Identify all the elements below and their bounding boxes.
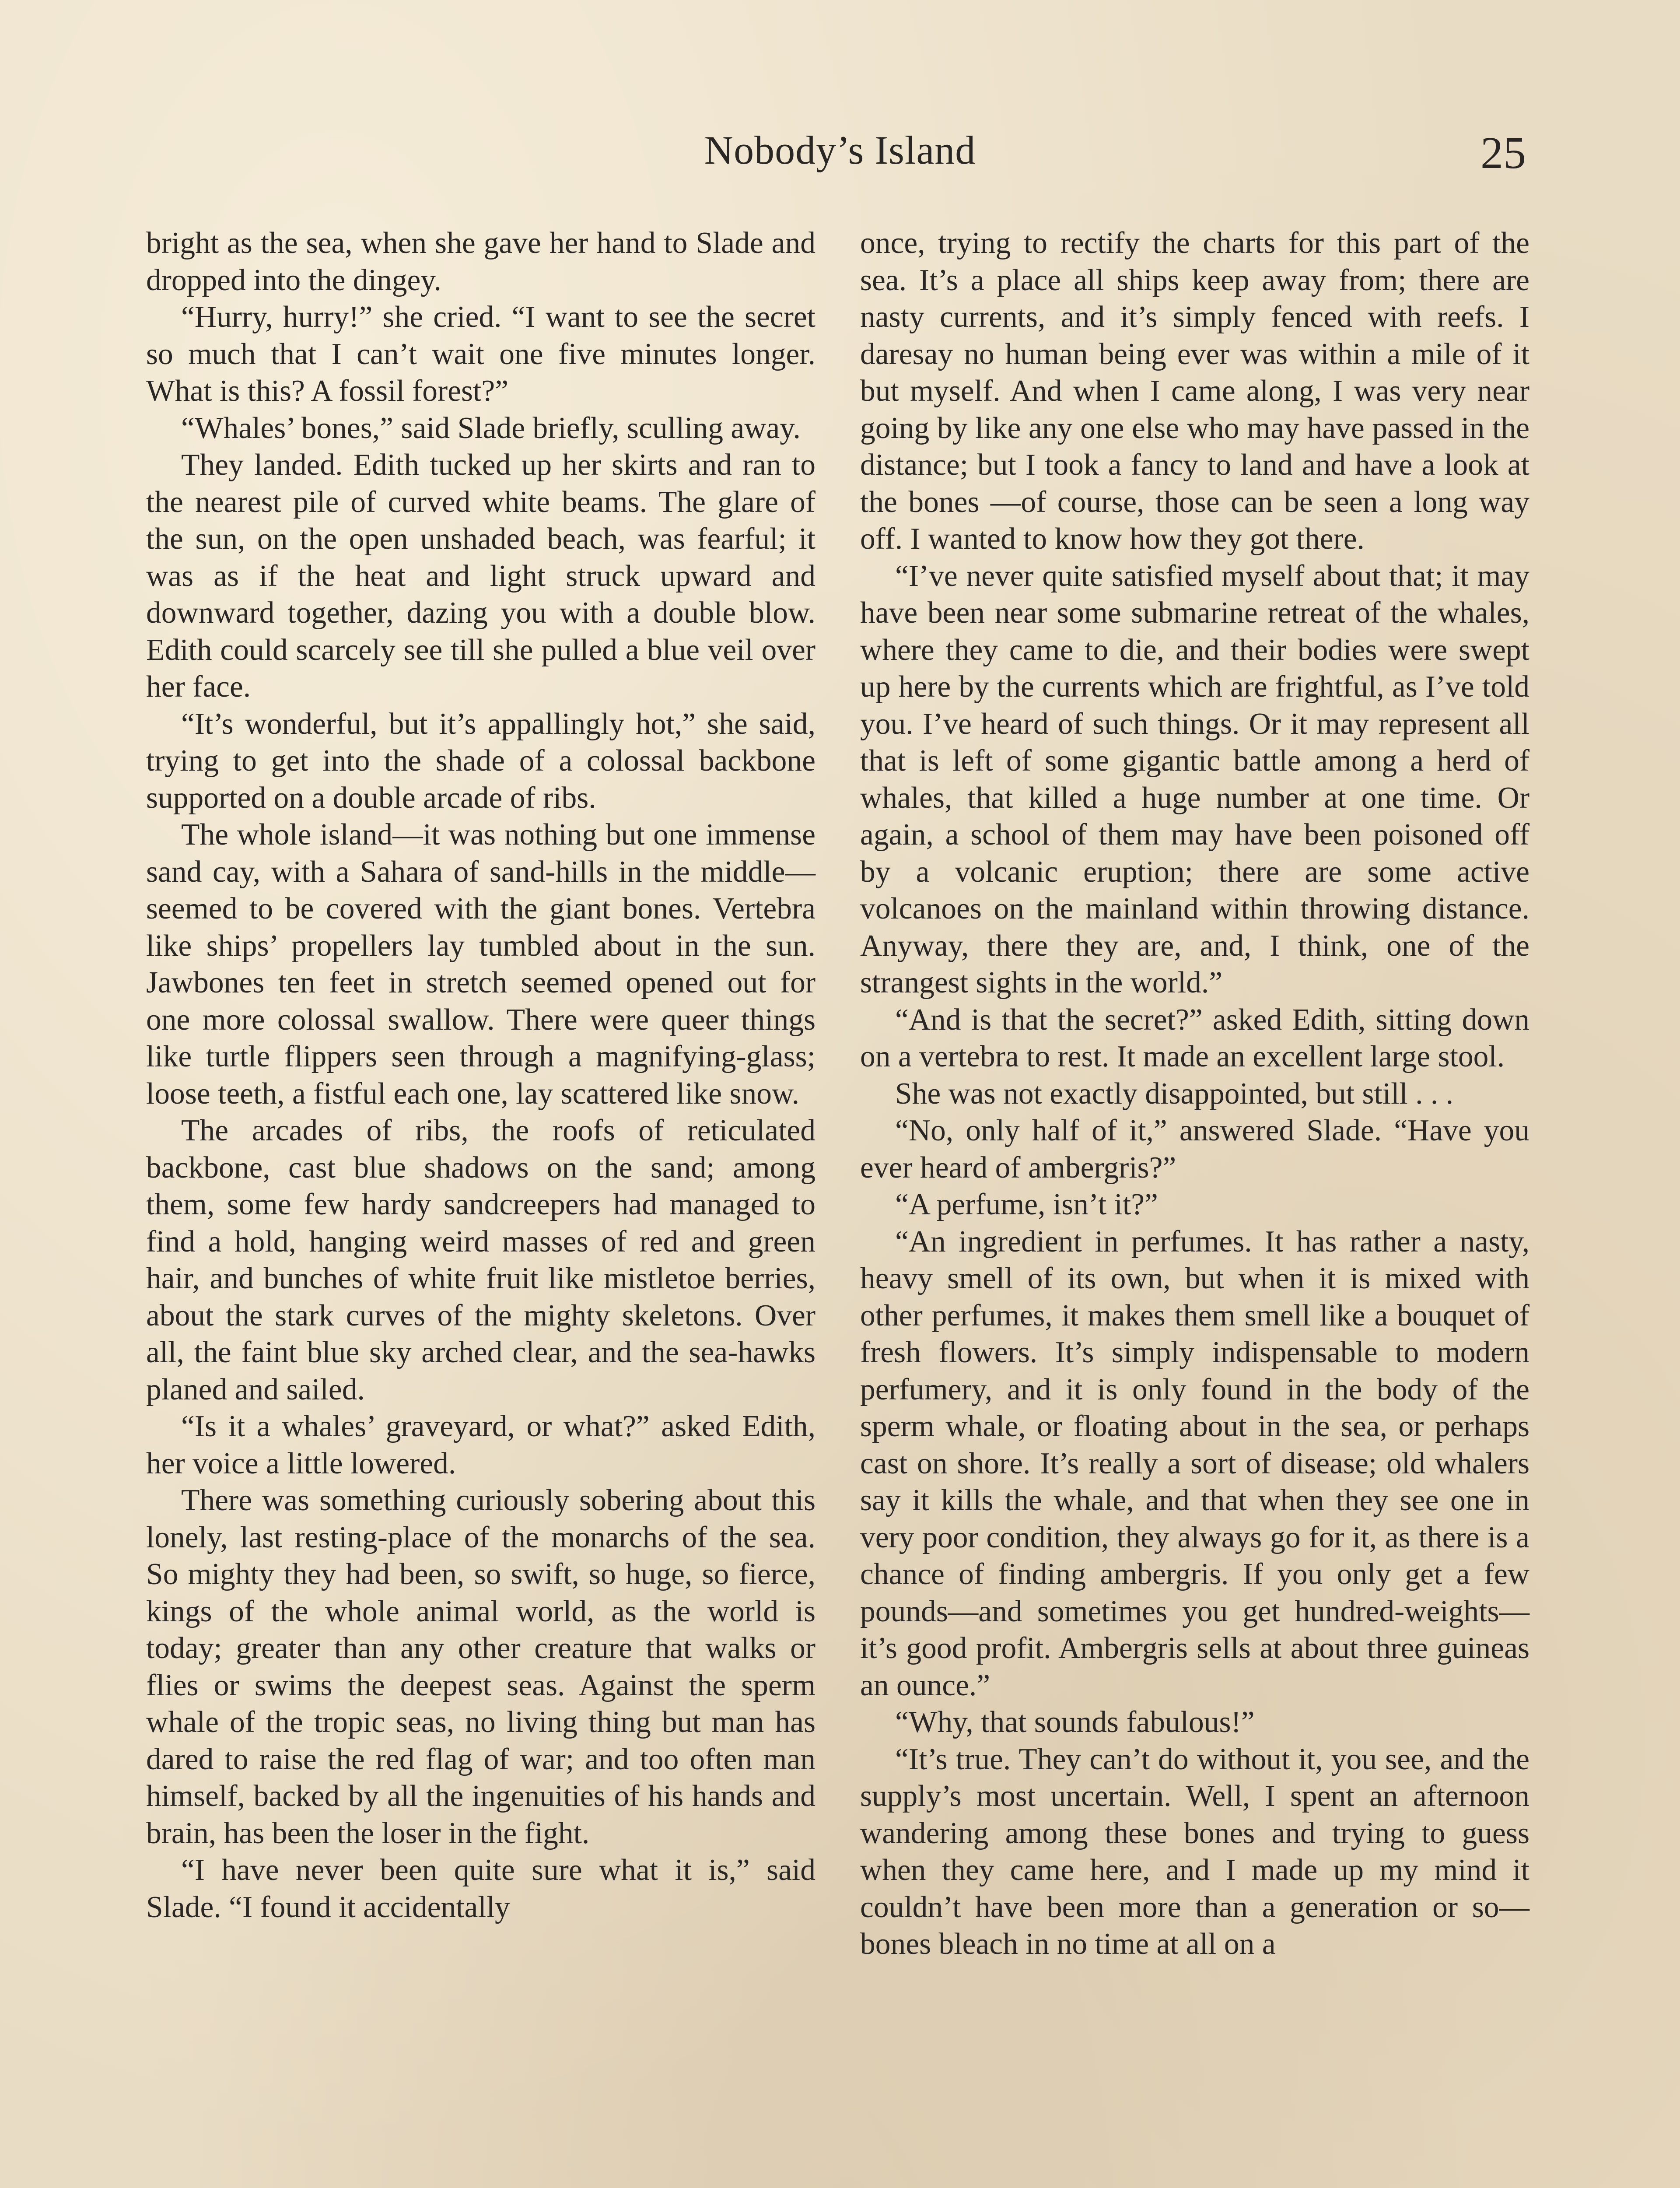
paragraph: “An ingredient in perfumes. It has rather a nasty, heavy smell of its own, but when it is mixed with other perfumes, it makes them smell like a bouquet of fresh flowers. It’s simply indispensable to modern perfumery, and it is only found in the body of the sperm whale, or floating about in the sea, or perhaps cast on shore. It’s really a sort of disease; old whalers say it kills the whale, and that when they see one in very poor condition, they always go for it, as there is a chance of finding ambergris. If you only get a few pounds—and sometimes you get hundred-weights—it’s good profit. Ambergris sells at about three guineas an ounce.”: [860, 1224, 1530, 1702]
paragraph: “It’s wonderful, but it’s appallingly hot,” she said, trying to get into the shade of a colossal backbone supported on a double arcade of ribs.: [146, 707, 816, 815]
page-header: [0, 127, 1680, 184]
paragraph: “Is it a whales’ graveyard, or what?” asked Edith, her voice a little lowered.: [146, 1410, 816, 1480]
paragraph: The arcades of ribs, the roofs of reticulated backbone, cast blue shadows on the sand; among them, some few hardy sandcreepers had managed to find a hold, hanging weird masses of red and green hair, and bunches of white fruit like mistletoe berries, about the stark curves of the mighty skeletons. Over all, the faint blue sky arched clear, and the sea-hawks planed and sailed.: [146, 1114, 816, 1406]
paragraph: “A perfume, isn’t it?”: [895, 1188, 1158, 1221]
paragraph: The whole island—it was nothing but one immense sand cay, with a Sahara of sand-hills in the middle—seemed to be covered with the giant bones. Vertebra like ships’ propellers lay tumbled about in the sun. Jawbones ten feet in stretch seemed opened out for one more colossal swallow. There were queer things like turtle flippers seen through a magnifying-glass; loose teeth, a fistful each one, lay scattered like snow.: [146, 818, 816, 1111]
right-column: [860, 225, 1530, 1963]
left-column: [146, 225, 816, 1926]
paragraph: bright as the sea, when she gave her hand to Slade and dropped into the dingey.: [146, 226, 816, 297]
paragraph: “No, only half of it,” answered Slade. “Have you ever heard of ambergris?”: [860, 1114, 1530, 1185]
paragraph: There was something curiously sobering about this lonely, last resting-place of the monarchs of the sea. So mighty they had been, so swift, so huge, so fierce, kings of the whole animal world, as the world is today; greater than any other creature that walks or flies or swims the deepest seas. Against the sperm whale of the tropic seas, no living thing but man has dared to raise the red flag of war; and too often man himself, backed by all the ingenuities of his hands and brain, has been the loser in the fight.: [146, 1483, 816, 1850]
paragraph: once, trying to rectify the charts for this part of the sea. It’s a place all ships keep away from; there are nasty currents, and it’s simply fenced with reefs. I daresay no human being ever was within a mile of it but myself. And when I came along, I was very near going by like any one else who may have passed in the distance; but I took a fancy to land and have a look at the bones —of course, those can be seen a long way off. I wanted to know how they got there.: [860, 226, 1530, 556]
paragraph: “And is that the secret?” asked Edith, sitting down on a vertebra to rest. It made an excellent large stool.: [860, 1003, 1530, 1073]
running-title: Nobody’s Island: [704, 128, 976, 172]
paragraph: “Hurry, hurry!” she cried. “I want to see the secret so much that I can’t wait one five minutes longer. What is this? A fossil forest?”: [146, 300, 816, 408]
page-number: 25: [1480, 128, 1526, 178]
paragraph: “Whales’ bones,” said Slade briefly, sculling away.: [181, 411, 801, 445]
paragraph: “Why, that sounds fabulous!”: [895, 1705, 1255, 1739]
paragraph: “I’ve never quite satisfied myself about that; it may have been near some submarine retreat of the whales, where they came to die, and their bodies were swept up here by the currents which are frightful, as I’ve told you. I’ve heard of such things. Or it may represent all that is left of some gigantic battle among a herd of whales, that killed a huge number at one time. Or again, a school of them may have been poisoned off by a volcanic eruption; there are some active volcanoes on the mainland within throwing distance. Anyway, there they are, and, I think, one of the strangest sights in the world.”: [860, 559, 1530, 999]
paragraph: She was not exactly disappointed, but still . . .: [895, 1076, 1453, 1111]
paragraph: “I have never been quite sure what it is,” said Slade. “I found it accidentally: [146, 1853, 816, 1924]
paragraph: “It’s true. They can’t do without it, you see, and the supply’s most uncertain. Well, I spent an afternoon wandering among these bones and trying to guess when they came here, and I made up my mind it couldn’t have been more than a generation or so—bones bleach in no time at all on a: [860, 1742, 1530, 1961]
paragraph: They landed. Edith tucked up her skirts and ran to the nearest pile of curved white beams. The glare of the sun, on the open unshaded beach, was fearful; it was as if the heat and light struck upward and downward together, dazing you with a double blow. Edith could scarcely see till she pulled a blue veil over her face.: [146, 448, 816, 704]
